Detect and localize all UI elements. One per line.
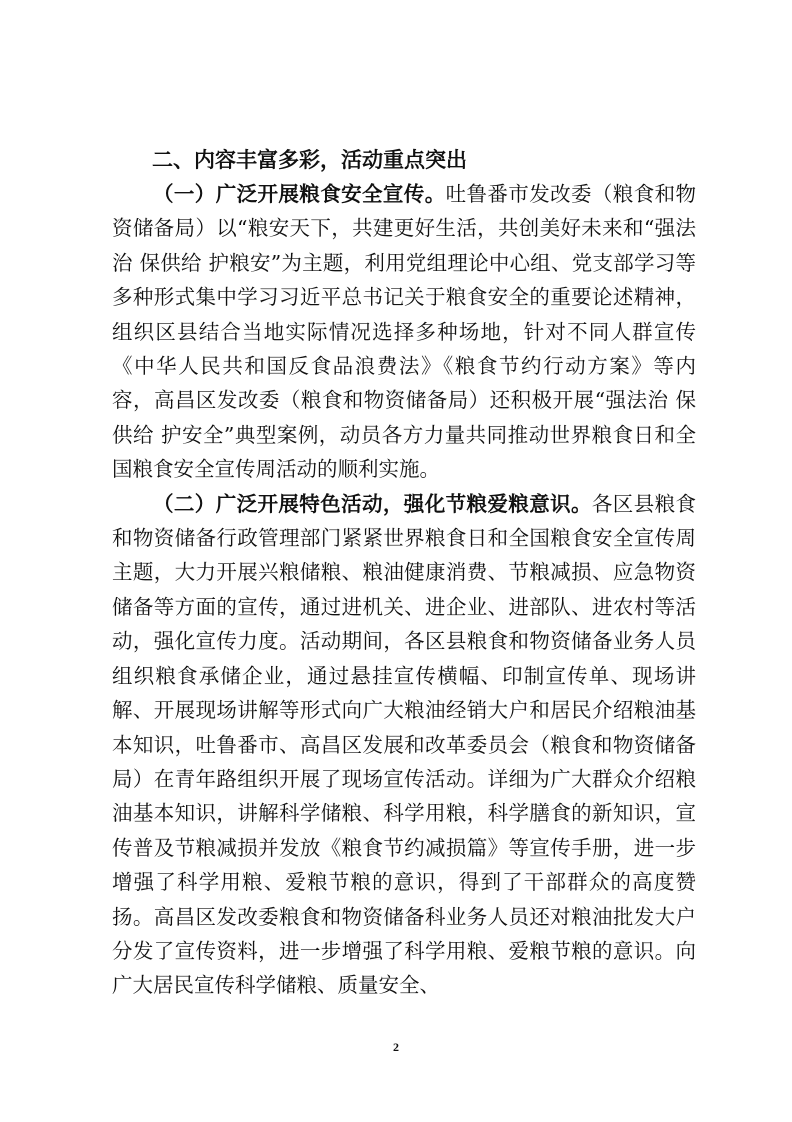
paragraph-1-body: 吐鲁番市发改委（粮食和物资储备局）以“粮安天下，共建更好生活，共创美好未来和“强法治 保供给 护粮安”为主题，利用党组理论中心组、党支部学习等多种形式集中学习习近平总书记关于粮食安全的重要论述精神，组织区县结合当地实际情况选择多种场地，针对不同人群宣传《中华人民共和国反食品浪费法》《粮食节约行动方案》等内容，高昌区发改委（粮食和物资储备局）还积极开展“强法治 保供给 护安全”典型案例，动员各方力量共同推动世界粮食日和全国粮食安全宣传周活动的顺利实施。	[112, 182, 697, 482]
paragraph-2-lead: （二）广泛开展特色活动，强化节粮爱粮意识。	[153, 491, 592, 516]
paragraph-2	[112, 487, 696, 1003]
paragraph-2-body: 各区县粮食和物资储备行政管理部门紧紧世界粮食日和全国粮食安全宣传周主题，大力开展兴粮储粮、粮油健康消费、节粮减损、应急物资储备等方面的宣传，通过进机关、进企业、进部队、进农村等活动，强化宣传力度。活动期间，各区县粮食和物资储备业务人员组织粮食承储企业，通过悬挂宣传横幅、印制宣传单、现场讲解、开展现场讲解等形式向广大粮油经销大户和居民介绍粮油基本知识，吐鲁番市、高昌区发展和改革委员会（粮食和物资储备局）在青年路组织开展了现场宣传活动。详细为广大群众介绍粮油基本知识，讲解科学储粮、科学用粮，科学膳食的新知识，宣传普及节粮减损并发放《粮食节约减损篇》等宣传手册，进一步增强了科学用粮、爱粮节粮的意识，得到了干部群众的高度赞扬。高昌区发改委粮食和物资储备科业务人员还对粮油批发大户分发了宣传资料，进一步增强了科学用粮、爱粮节粮的意识。向广大居民宣传科学储粮、质量安全、	[112, 491, 697, 998]
paragraph-1	[112, 177, 696, 487]
page-body	[112, 143, 696, 1003]
page-number: 2	[393, 1040, 399, 1054]
section-heading: 二、内容丰富多彩，活动重点突出	[152, 148, 467, 172]
paragraph-1-lead: （一）广泛开展粮食安全宣传。	[153, 182, 446, 206]
